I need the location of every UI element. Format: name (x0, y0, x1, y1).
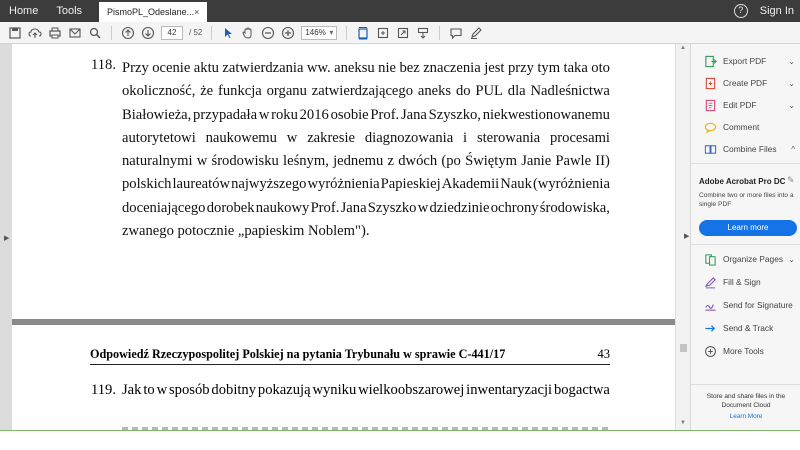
word: ww. (306, 60, 331, 76)
word: do (455, 83, 471, 100)
word: przy (507, 60, 534, 76)
tool-label: Create PDF (723, 78, 768, 88)
word: PUL (475, 83, 503, 100)
word: Jak (122, 382, 142, 398)
word: inwentaryzacji (466, 382, 553, 398)
word: z (387, 153, 395, 170)
word: oto (591, 60, 610, 76)
tool-edit-pdf[interactable] (703, 97, 799, 113)
chevron-down-icon[interactable]: ⌄ (788, 78, 795, 88)
edit-pdf-icon (703, 98, 717, 112)
word: zatwierdzania (222, 60, 304, 76)
sign-in-link[interactable]: Sign In (759, 5, 794, 17)
word: w (258, 106, 270, 123)
document-view[interactable] (0, 44, 690, 430)
word: środowisku (211, 153, 279, 170)
text-line (122, 173, 610, 196)
scroll-up-icon[interactable]: ▲ (680, 45, 686, 51)
text-line: zwanego potocznie „papieskim Noblem"). (122, 223, 370, 240)
chevron-down-icon[interactable]: ⌄ (788, 100, 795, 110)
word: Prof. (310, 199, 340, 216)
word: to (143, 382, 155, 398)
word: (po (441, 153, 461, 170)
tool-more-tools[interactable] (703, 343, 799, 359)
word: w (286, 129, 298, 146)
word: ocenie (152, 60, 191, 76)
tool-comment[interactable] (703, 119, 799, 135)
word: jest (484, 60, 505, 76)
word: w (156, 382, 168, 398)
plus-circle-icon (703, 344, 717, 358)
word: bogactwa (553, 382, 610, 398)
send-signature-icon (703, 298, 717, 312)
page-header-title: Odpowiedź Rzeczypospolitej Polskiej na pytania Trybunału w sprawie C-441/17 (90, 347, 506, 361)
word: w (196, 153, 208, 170)
tool-send-track[interactable] (703, 320, 799, 336)
fill-sign-icon (703, 275, 717, 289)
menu-home[interactable]: Home (9, 5, 39, 17)
page-number-input[interactable]: 42 (161, 26, 183, 40)
word: autorytetowi (122, 129, 196, 146)
word: Przy (122, 60, 149, 76)
text-line (122, 57, 610, 80)
text-line (122, 104, 610, 127)
word: zakresie (307, 129, 355, 146)
send-track-icon (703, 321, 717, 335)
word: (wyróżnienia (532, 176, 610, 193)
word: Janie (521, 153, 552, 170)
word: sposób (169, 382, 210, 398)
hand-tool-icon[interactable] (241, 26, 255, 40)
word: wielkoobszarowej (358, 382, 465, 398)
document-tab-label: PismoPL_Odeslane... (107, 7, 195, 17)
word: taka (563, 60, 588, 76)
search-icon[interactable] (88, 26, 102, 40)
promo-title: Adobe Acrobat Pro DC (699, 177, 786, 186)
word: bez (399, 60, 420, 76)
word: dwóch (398, 153, 438, 170)
rotate-icon[interactable] (416, 26, 430, 40)
paragraph-number: 118. (91, 57, 116, 73)
document-tab[interactable] (99, 0, 207, 22)
word: doceniającego (122, 199, 206, 216)
comment-icon[interactable] (449, 26, 463, 40)
tool-label: Edit PDF (723, 100, 757, 110)
word: w (417, 199, 429, 216)
chevron-up-icon[interactable]: ^ (791, 144, 795, 154)
panel-divider (691, 163, 800, 164)
toolbar-separator (439, 26, 440, 40)
word: Akademii (441, 176, 500, 193)
word: Szyszko (367, 199, 417, 216)
word: Papieskiej (380, 176, 441, 193)
tool-label: Organize Pages (723, 254, 784, 264)
word: Świętym (465, 153, 517, 170)
word: aneksu (334, 60, 375, 76)
next-page-icon[interactable] (141, 26, 155, 40)
word: dorobek (206, 199, 255, 216)
word: okoliczność, (122, 83, 196, 100)
word: Prof. (370, 106, 400, 123)
tool-label: Export PDF (723, 56, 767, 66)
word: zatwierdzającego (311, 83, 414, 100)
text-line (122, 150, 610, 173)
word: aktu (193, 60, 219, 76)
text-line (122, 127, 610, 150)
learn-more-link[interactable]: Learn More (729, 413, 763, 420)
chevron-down-icon[interactable]: ⌄ (788, 56, 795, 66)
word: leśnym, (283, 153, 329, 170)
promo-description: Combine two or more files into a single PDF (699, 192, 794, 208)
export-pdf-icon (703, 54, 717, 68)
toolbar-separator (111, 26, 112, 40)
page-header (90, 345, 610, 365)
toolbar-separator (346, 26, 347, 40)
menu-bar (0, 0, 800, 22)
word: osobie (330, 106, 369, 123)
tool-label: Send & Track (723, 323, 774, 333)
tool-label: Send for Signature (723, 300, 793, 310)
pen-icon[interactable] (469, 26, 483, 40)
word: najwyższego (231, 176, 307, 193)
document-cloud-promo: Store and share files in the Document Cloud (706, 393, 786, 409)
upload-cloud-icon[interactable] (28, 26, 42, 40)
print-icon[interactable] (48, 26, 62, 40)
word: pokazują (257, 382, 311, 398)
paragraph-118 (122, 57, 610, 243)
previous-page-icon[interactable] (121, 26, 135, 40)
word: Nadleśnictwa (530, 83, 610, 100)
word: tym (537, 60, 561, 76)
chevron-down-icon[interactable]: ⌄ (788, 254, 795, 264)
word: naukowy (255, 199, 310, 216)
comment-bubble-icon (703, 120, 717, 134)
word: środowiska, (539, 199, 610, 216)
pin-icon[interactable]: ✎ (787, 175, 795, 185)
word: przypadała (193, 106, 258, 123)
word: II) (595, 153, 610, 170)
word: procesami (550, 129, 610, 146)
menu-tools[interactable]: Tools (56, 5, 83, 17)
menu-right (734, 4, 800, 18)
word: laureatów (172, 176, 231, 193)
scroll-down-icon[interactable]: ▼ (680, 420, 686, 426)
learn-more-button[interactable]: Learn more (699, 220, 797, 236)
word: diagnozowania (364, 129, 454, 146)
word: i (463, 129, 468, 146)
create-pdf-icon (703, 76, 717, 90)
word: dziedzinie (429, 199, 490, 216)
text-line (122, 80, 610, 103)
tool-organize-pages[interactable] (703, 251, 799, 267)
word: 2016 (299, 106, 329, 123)
tool-label: Fill & Sign (723, 277, 761, 287)
panel-divider (691, 384, 800, 385)
word: jednemu (333, 153, 384, 170)
pdf-page (12, 44, 675, 319)
word: niekwestionowanemu (482, 106, 610, 123)
scroll-thumb[interactable] (680, 344, 687, 352)
page-total: / 52 (189, 28, 203, 37)
word: sterowania (476, 129, 541, 146)
combine-files-icon (703, 142, 717, 156)
word: organu (266, 83, 307, 100)
word: dla (507, 83, 526, 100)
word: Białowieża, (122, 106, 192, 123)
word: wyróżnienia (307, 176, 380, 193)
word: że (200, 83, 214, 100)
word: funkcja (218, 83, 262, 100)
word: nie (378, 60, 396, 76)
word: Nauk (500, 176, 532, 193)
panel-divider (691, 244, 800, 245)
pdf-page (12, 325, 675, 430)
tool-create-pdf[interactable] (703, 75, 799, 91)
scroll-mode-icon[interactable] (376, 26, 390, 40)
organize-pages-icon (703, 252, 717, 266)
tool-fill-sign[interactable] (703, 274, 799, 290)
zoom-level-select[interactable]: 146% ▾ (301, 26, 337, 40)
text-line (122, 197, 610, 220)
word: Pawle (555, 153, 592, 170)
word: naukowemu (205, 129, 277, 146)
paragraph-number: 119. (91, 382, 116, 398)
word: naturalnymi (122, 153, 193, 170)
word: dobitny (211, 382, 257, 398)
fit-page-icon[interactable] (356, 26, 370, 40)
paragraph-119 (122, 382, 610, 399)
page-header-number: 43 (597, 347, 610, 361)
word: Szyszko, (428, 106, 481, 123)
full-screen-icon[interactable] (396, 26, 410, 40)
word: znaczenia (423, 60, 481, 76)
save-icon[interactable] (8, 26, 22, 40)
toolbar (0, 22, 800, 44)
word: polskich (122, 176, 172, 193)
expand-left-panel-icon[interactable]: ▶ (4, 235, 10, 242)
help-icon[interactable]: ? (734, 4, 748, 18)
close-tab-icon[interactable]: × (194, 7, 200, 17)
zoom-out-icon[interactable] (261, 26, 275, 40)
tool-send-for-signature[interactable] (703, 297, 799, 313)
zoom-in-icon[interactable] (281, 26, 295, 40)
tool-label: Comment (723, 122, 760, 132)
tool-label: More Tools (723, 346, 764, 356)
tool-label: Combine Files (723, 144, 777, 154)
select-arrow-icon[interactable] (221, 26, 235, 40)
email-icon[interactable] (68, 26, 82, 40)
collapse-right-panel-icon[interactable]: ▶ (684, 233, 690, 240)
tools-panel (690, 44, 800, 430)
word: Jana (340, 199, 367, 216)
word: aneks (417, 83, 452, 100)
tool-combine-files[interactable] (703, 141, 799, 157)
word: wyniku (312, 382, 357, 398)
word: roku (271, 106, 298, 123)
tool-export-pdf[interactable] (703, 53, 799, 69)
word: Jana (400, 106, 427, 123)
word: ochrony (490, 199, 539, 216)
bottom-strip (0, 430, 800, 450)
toolbar-separator (211, 26, 212, 40)
